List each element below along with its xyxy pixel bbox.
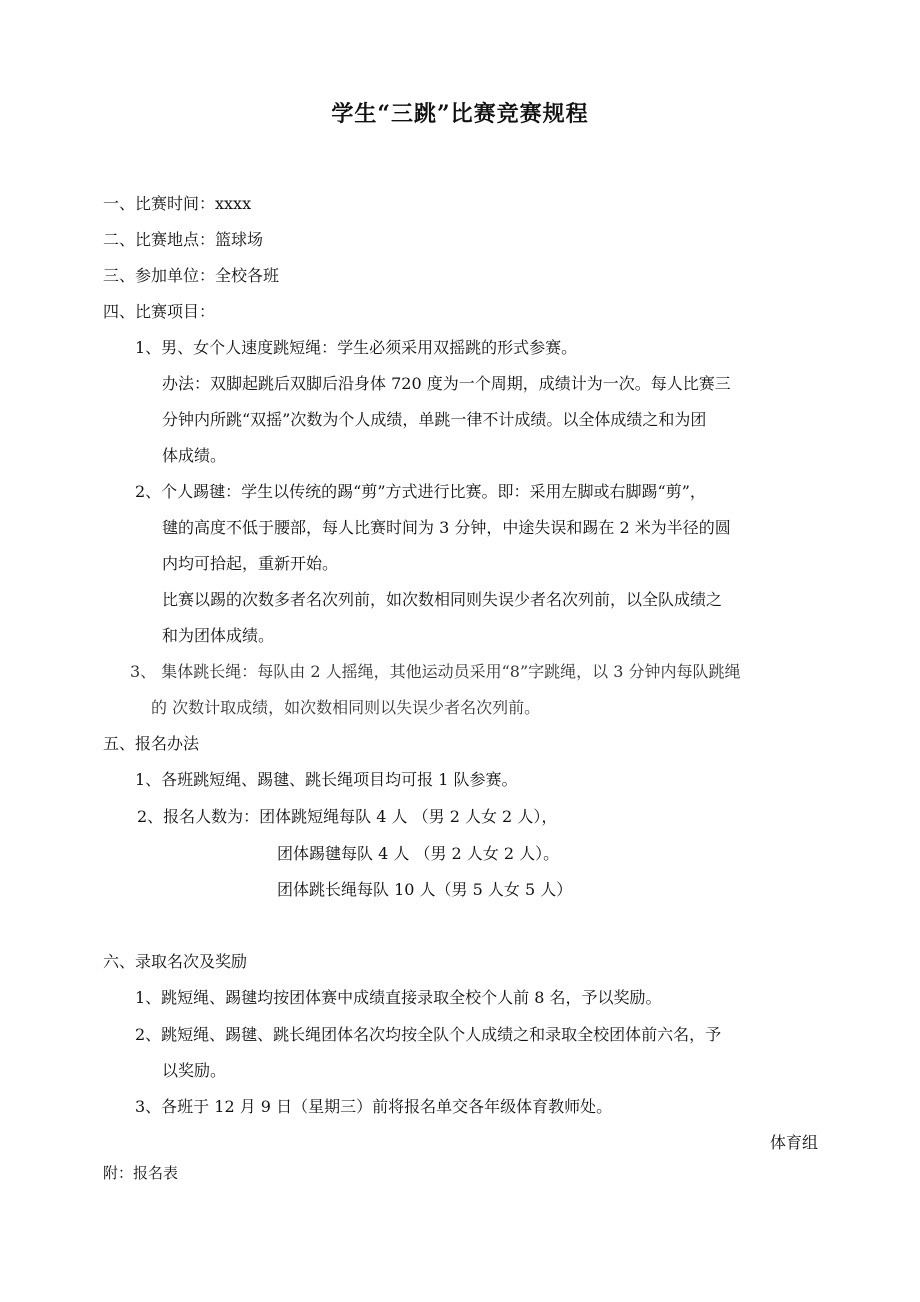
event-2-title: 2、个人踢毽：学生以传统的踢“剪”方式进行比赛。即：采用左脚或右脚踢“剪”， (135, 482, 706, 501)
event-2-text-line: 毽的高度不低于腰部，每人比赛时间为 3 分钟，中途失误和踢在 2 米为半径的圆 (162, 518, 731, 537)
event-2-text-line: 比赛以踢的次数多者名次列前，如次数相同则失误少者名次列前，以全队成绩之 (162, 590, 723, 609)
section-events-heading: 四、比赛项目： (103, 302, 216, 321)
awards-item-2: 2、跳短绳、踢毽、跳长绳团体名次均按全队个人成绩之和录取全校团体前六名，予 (135, 1025, 722, 1044)
awards-item-1: 1、跳短绳、踢毽均按团体赛中成绩直接录取全校个人前 8 名，予以奖励。 (135, 988, 662, 1007)
event-1-title: 1、男、女个人速度跳短绳：学生必须采用双摇跳的形式参赛。 (135, 338, 578, 357)
awards-item-2-line: 以奖励。 (162, 1061, 227, 1080)
registration-item-1: 1、各班跳短绳、踢毽、跳长绳项目均可报 1 队参赛。 (135, 770, 518, 789)
event-3-text-line: 的 次数计取成绩，如次数相同则以失误少者名次列前。 (151, 698, 541, 717)
registration-item-2-line: 团体踢毽每队 4 人 （男 2 人女 2 人）。 (277, 844, 560, 863)
attachment-note: 附：报名表 (103, 1164, 179, 1182)
section-awards-heading: 六、录取名次及奖励 (103, 952, 248, 971)
section-participants: 三、参加单位：全校各班 (103, 266, 280, 285)
event-2-text-line: 和为团体成绩。 (162, 626, 275, 645)
signature-pe-group: 体育组 (769, 1133, 818, 1152)
awards-item-3: 3、各班于 12 月 9 日（星期三）前将报名单交各年级体育教师处。 (135, 1097, 613, 1116)
event-2-text-line: 内均可拾起，重新开始。 (162, 554, 339, 573)
registration-item-2-line: 团体跳长绳每队 10 人（男 5 人女 5 人） (277, 880, 573, 899)
section-time: 一、比赛时间：xxxx (103, 194, 252, 213)
section-venue: 二、比赛地点：篮球场 (103, 230, 264, 249)
section-registration-heading: 五、报名办法 (103, 734, 200, 753)
event-1-text-line: 分钟内所跳“双摇”次数为个人成绩，单跳一律不计成绩。以全体成绩之和为团 (162, 410, 707, 429)
document-title: 学生“三跳”比赛竞赛规程 (331, 101, 589, 127)
registration-item-2: 2、报名人数为：团体跳短绳每队 4 人 （男 2 人女 2 人）， (137, 807, 558, 826)
event-3-title: 3、 集体跳长绳：每队由 2 人摇绳，其他运动员采用“8”字跳绳，以 3 分钟内每队跳绳 (130, 662, 741, 681)
event-1-text-line: 体成绩。 (162, 446, 227, 465)
event-1-text-line: 办法：双脚起跳后双脚后沿身体 720 度为一个周期，成绩计为一次。每人比赛三 (162, 374, 731, 393)
